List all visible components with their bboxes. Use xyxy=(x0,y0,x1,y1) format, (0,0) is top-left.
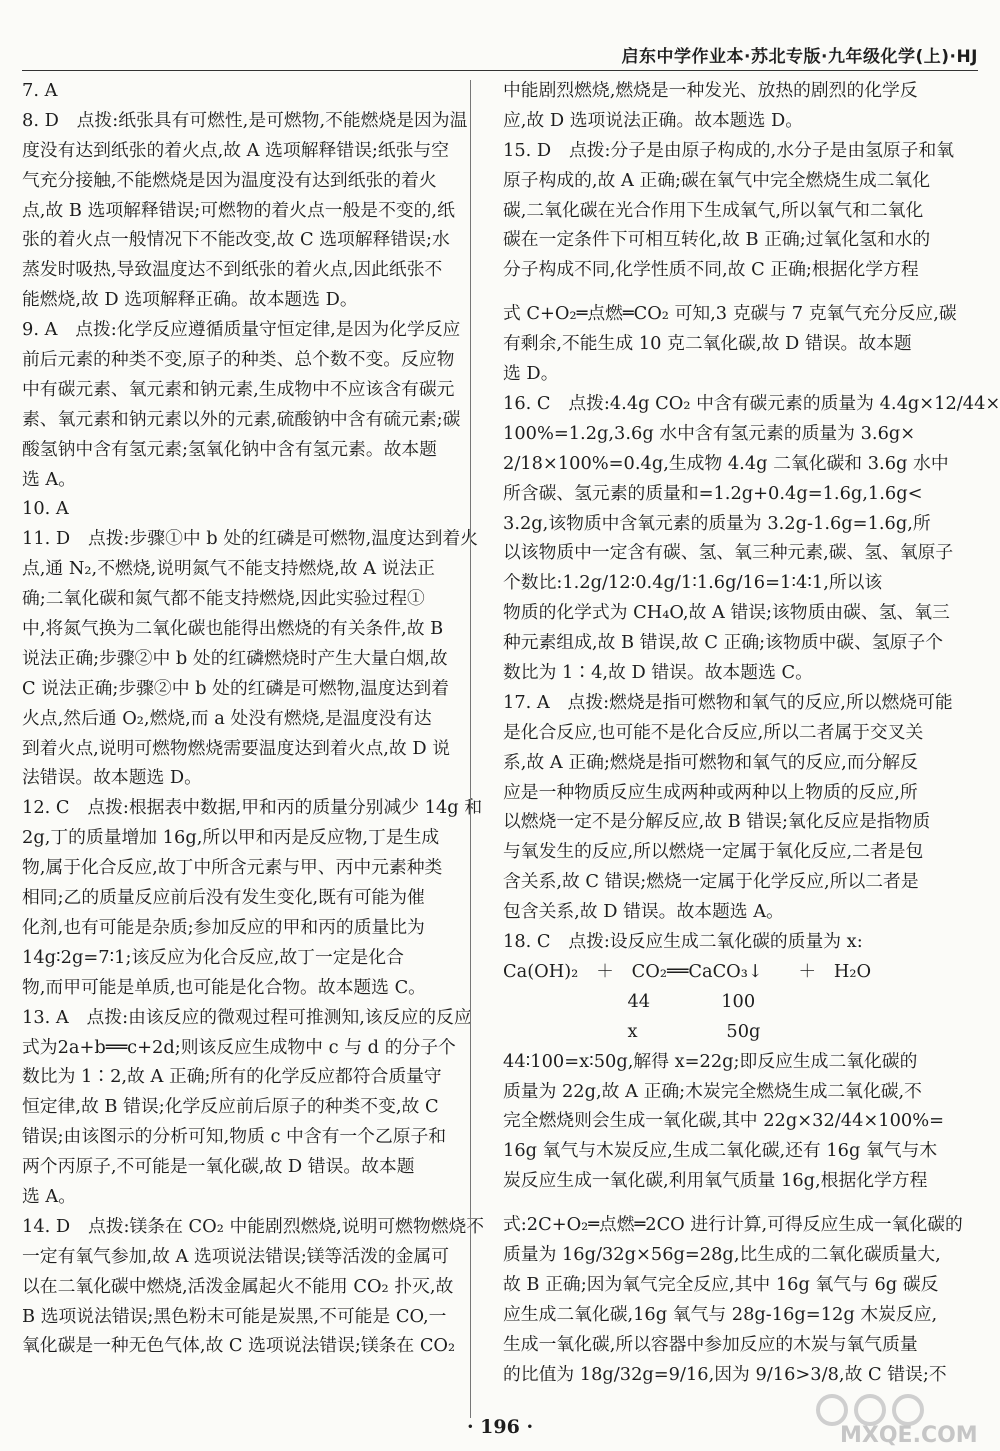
text-line: 44∶100=x∶50g,解得 x=22g;即反应生成二氧化碳的 xyxy=(503,1050,918,1072)
text-line: 的比值为 18g/32g=9/16,因为 9/16>3/8,故 C 错误;不 xyxy=(503,1363,947,1385)
text-line: 确;二氧化碳和氮气都不能支持燃烧,因此实验过程① xyxy=(22,588,425,610)
text-line: 以燃烧一定不是分解反应,故 B 错误;氧化反应是指物质 xyxy=(503,811,931,833)
equation-line: Ca(OH)₂ ＋ CO₂══CaCO₃↓ ＋ H₂O xyxy=(503,960,872,982)
text-line: 氧化碳是一种无色气体,故 C 选项说法错误;镁条在 CO₂ xyxy=(22,1335,456,1357)
column-divider xyxy=(470,80,471,1418)
text-line: 物质的化学式为 CH₄O,故 A 错误;该物质由碳、氢、氧三 xyxy=(503,602,950,624)
text-line: 两个丙原子,不可能是一氧化碳,故 D 错误。故本题 xyxy=(22,1156,415,1178)
text-line: 18. C 点拨:设反应生成二氧化碳的质量为 x: xyxy=(503,931,863,953)
text-line: 分子构成不同,化学性质不同,故 C 正确;根据化学方程 xyxy=(503,259,919,281)
watermark-logo xyxy=(800,1384,980,1446)
text-line: 8. D 点拨:纸张具有可燃性,是可燃物,不能燃烧是因为温 xyxy=(22,109,468,131)
text-line: 生成一氧化碳,所以容器中参加反应的木炭与氧气质量 xyxy=(503,1333,918,1355)
equation-line: 式:2C+O₂═点燃═2CO 进行计算,可得反应生成一氧化碳的 xyxy=(503,1214,963,1236)
text-line: 13. A 点拨:由该反应的微观过程可推测知,该反应的反应 xyxy=(22,1006,472,1028)
text-line: 以该物质中一定含有碳、氢、氧三种元素,碳、氢、氧原子 xyxy=(503,542,954,564)
text-line xyxy=(22,1361,462,1391)
text-line: 质量为 16g/32g×56g=28g,比生成的二氧化碳质量大, xyxy=(503,1244,941,1266)
text-line: 火点,然后通 O₂,燃烧,而 a 处没有燃烧,是温度没有达 xyxy=(22,707,432,729)
text-line: 17. A 点拨:燃烧是指可燃物和氧气的反应,所以燃烧可能 xyxy=(503,691,953,713)
text-line: 3.2g,该物质中含氧元素的质量为 3.2g-1.6g=1.6g,所 xyxy=(503,512,931,534)
text-line: 应是一种物质反应生成两种或两种以上物质的反应,所 xyxy=(503,781,918,803)
text-line: 蒸发时吸热,导致温度达不到纸张的着火点,因此纸张不 xyxy=(22,259,443,281)
text-line: 以在二氧化碳中燃烧,活泼金属起火不能用 CO₂ 扑灭,故 xyxy=(22,1275,454,1297)
text-line: 碳在一定条件下可相互转化,故 B 正确;过氧化氢和水的 xyxy=(503,229,931,251)
text-line: 选 D。 xyxy=(503,363,559,385)
text-line: 碳,二氧化碳在光合作用下生成氧气,所以氧气和二氧化 xyxy=(503,199,924,221)
text-line: 前后元素的种类不变,原子的种类、总个数不变。反应物 xyxy=(22,349,455,371)
text-line: 能燃烧,故 D 选项解释正确。故本题选 D。 xyxy=(22,289,358,311)
text-line: 相同;乙的质量反应前后没有发生变化,既有可能为催 xyxy=(22,887,425,909)
equation-line: 44 100 xyxy=(503,990,756,1012)
text-line: 法错误。故本题选 D。 xyxy=(22,767,202,789)
text-line: 点,通 N₂,不燃烧,说明氮气不能支持燃烧,故 A 说法正 xyxy=(22,558,435,580)
text-line: 包含关系,故 D 错误。故本题选 A。 xyxy=(503,901,784,923)
text-line: 系,故 A 正确;燃烧是指可燃物和氧气的反应,而分解反 xyxy=(503,751,918,773)
text-line: 素、氧元素和钠元素以外的元素,硫酸钠中含有硫元素;碳 xyxy=(22,408,461,430)
text-line: 中能剧烈燃烧,燃烧是一种发光、放热的剧烈的化学反 xyxy=(503,80,918,101)
text-line: 质量为 22g,故 A 正确;木炭完全燃烧生成二氧化碳,不 xyxy=(503,1080,922,1102)
text-line: 12. C 点拨:根据表中数据,甲和丙的质量分别减少 14g 和 xyxy=(22,797,483,819)
text-line: 故 B 正确;因为氧气完全反应,其中 16g 氧气与 6g 碳反 xyxy=(503,1273,939,1295)
text-line: 应,故 D 选项说法正确。故本题选 D。 xyxy=(503,109,804,131)
text-line: 中有碳元素、氧元素和钠元素,生成物中不应该含有碳元 xyxy=(22,378,455,400)
text-line: 式为2a+b══c+2d;则该反应生成物中 c 与 d 的分子个 xyxy=(22,1036,456,1058)
text-line: 度没有达到纸张的着火点,故 A 选项解释错误;纸张与空 xyxy=(22,139,449,161)
page-number: · 196 · xyxy=(466,1416,534,1438)
text-line: 错误;由该图示的分析可知,物质 c 中含有一个乙原子和 xyxy=(22,1126,447,1148)
text-line: 气充分接触,不能燃烧是因为温度没有达到纸张的着火 xyxy=(22,169,437,191)
text-line: 数比为 1∶2,故 A 正确;所有的化学反应都符合质量守 xyxy=(22,1066,442,1088)
text-line: 9. A 点拨:化学反应遵循质量守恒定律,是因为化学反应 xyxy=(22,319,461,341)
text-line: 到着火点,说明可燃物燃烧需要温度达到着火点,故 D 说 xyxy=(22,737,451,759)
text-line: 说法正确;步骤②中 b 处的红磷燃烧时产生大量白烟,故 xyxy=(22,647,448,669)
text-line: 种元素组成,故 B 错误,故 C 正确;该物质中碳、氢原子个 xyxy=(503,632,943,654)
text-line: 11. D 点拨:步骤①中 b 处的红磷是可燃物,温度达到着火 xyxy=(22,528,478,550)
page-header: 启东中学作业本·苏北专版·九年级化学(上)·HJ xyxy=(621,47,978,67)
text-line: 选 A。 xyxy=(22,468,77,490)
text-line: 一定有氧气参加,故 A 选项说法错误;镁等活泼的金属可 xyxy=(22,1245,449,1267)
text-line: 恒定律,故 B 错误;化学反应前后原子的种类不变,故 C xyxy=(22,1096,439,1118)
text-line: 15. D 点拨:分子是由原子构成的,水分子是由氢原子和氧 xyxy=(503,139,955,161)
text-line: 14g∶2g=7∶1;该反应为化合反应,故丁一定是化合 xyxy=(22,946,404,968)
text-line: 张的着火点一般情况下不能改变,故 C 选项解释错误;水 xyxy=(22,229,450,251)
text-line: 2/18×100%=0.4g,生成物 4.4g 二氧化碳和 3.6g 水中 xyxy=(503,452,949,474)
text-line: 化剂,也有可能是杂质;参加反应的甲和丙的质量比为 xyxy=(22,916,425,938)
right-column xyxy=(503,76,1000,1390)
equation-line: x 50g xyxy=(503,1020,761,1042)
text-line: 酸氢钠中含有氢元素;氢氧化钠中含有氢元素。故本题 xyxy=(22,438,437,460)
header-rule xyxy=(22,70,978,71)
left-column xyxy=(22,76,485,1451)
text-line: 所含碳、氢元素的质量和=1.2g+0.4g=1.6g,1.6g< xyxy=(503,482,923,504)
text-line: C 说法正确;步骤②中 b 处的红磷是可燃物,温度达到着 xyxy=(22,677,449,699)
text-line: 7. A xyxy=(22,80,58,101)
text-line: 16. C 点拨:4.4g CO₂ 中含有碳元素的质量为 4.4g×12/44× xyxy=(503,393,1000,415)
text-line: 完全燃烧则会生成一氧化碳,其中 22g×32/44×100%= xyxy=(503,1110,945,1132)
text-line: 选 A。 xyxy=(22,1185,77,1207)
text-line: 有剩余,不能生成 10 克二氧化碳,故 D 错误。故本题 xyxy=(503,333,912,355)
text-line: 含关系,故 C 错误;燃烧一定属于化学反应,所以二者是 xyxy=(503,871,919,893)
text-line: B 选项说法错误;黑色粉末可能是炭黑,不可能是 CO,一 xyxy=(22,1305,447,1327)
text-line: 10. A xyxy=(22,498,69,520)
text-line: 中,将氮气换为二氧化碳也能得出燃烧的有关条件,故 B xyxy=(22,618,444,640)
text-line: 14. D 点拨:镁条在 CO₂ 中能剧烈燃烧,说明可燃物燃烧不 xyxy=(22,1215,485,1237)
text-line: 炭反应生成一氧化碳,利用氧气质量 16g,根据化学方程 xyxy=(503,1170,928,1192)
text-line: 应生成二氧化碳,16g 氧气与 28g-16g=12g 木炭反应, xyxy=(503,1303,938,1325)
text-line: 原子构成的,故 A 正确;碳在氧气中完全燃烧生成二氧化 xyxy=(503,169,930,191)
text-line: 物,而甲可能是单质,也可能是化合物。故本题选 C。 xyxy=(22,976,426,998)
text-line: 与氧发生的反应,所以燃烧一定属于氧化反应,二者是包 xyxy=(503,841,924,863)
text-line: 数比为 1∶4,故 D 错误。故本题选 C。 xyxy=(503,662,813,684)
text-line: 2g,丁的质量增加 16g,所以甲和丙是反应物,丁是生成 xyxy=(22,827,440,849)
text-line: 是化合反应,也可能不是化合反应,所以二者属于交叉关 xyxy=(503,721,924,743)
text-line: 物,属于化合反应,故丁中所含元素与甲、丙中元素种类 xyxy=(22,857,443,879)
equation-line: 式 C+O₂═点燃═CO₂ 可知,3 克碳与 7 克氧气充分反应,碳 xyxy=(503,303,957,325)
text-line: 点,故 B 选项解释错误;可燃物的着火点一般是不变的,纸 xyxy=(22,199,455,221)
text-line: 个数比:1.2g/12∶0.4g/1∶1.6g/16=1∶4∶1,所以该 xyxy=(503,572,883,594)
text-line: 16g 氧气与木炭反应,生成二氧化碳,还有 16g 氧气与木 xyxy=(503,1140,938,1162)
text-line: 100%=1.2g,3.6g 水中含有氢元素的质量为 3.6g× xyxy=(503,422,916,444)
watermark-text: MXQE.COM xyxy=(840,1423,978,1448)
